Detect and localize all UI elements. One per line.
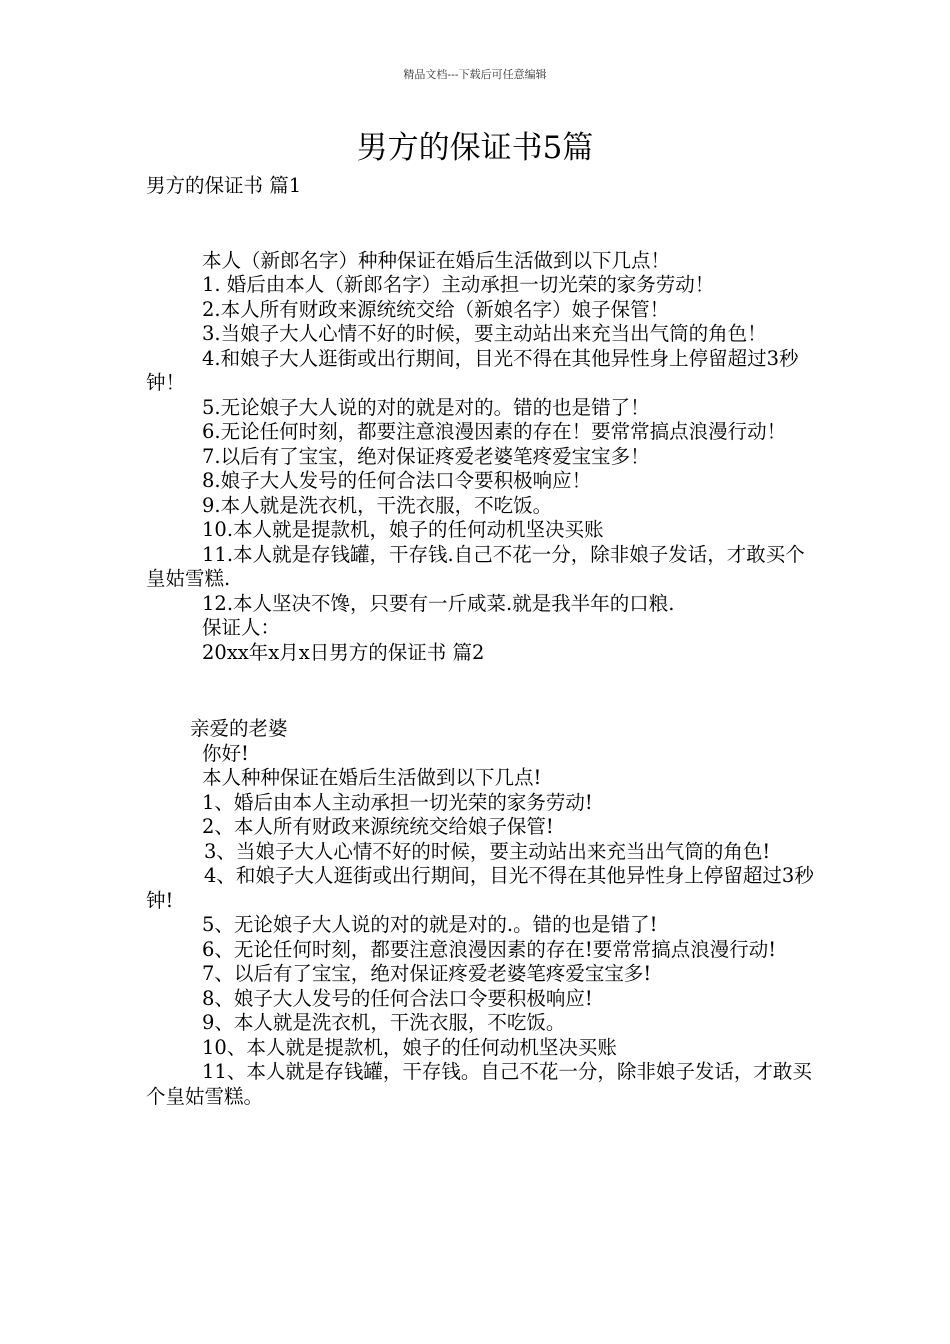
section-2-item: 8、娘子大人发号的任何合法口令要积极响应! — [202, 986, 593, 1010]
page-header: 精品文档---下载后可任意编辑 — [403, 68, 547, 81]
section-2-item: 1、婚后由本人主动承担一切光荣的家务劳动! — [202, 790, 593, 814]
section-2-item: 5、无论娘子大人说的对的就是对的.。错的也是错了! — [202, 913, 658, 936]
section-1-item: 11.本人就是存钱罐，干存钱.自己不花一分，除非娘子发话，才敢买个皇姑雪糕. — [146, 542, 805, 590]
guarantor-label: 保证人： — [202, 616, 281, 639]
salutation: 亲爱的老婆 — [190, 717, 288, 740]
section-1-item: 7.以后有了宝宝，绝对保证疼爱老婆笔疼爱宝宝多！ — [202, 444, 650, 468]
section-2-item: 6、无论任何时刻，都要注意浪漫因素的存在!要常常搞点浪漫行动! — [202, 937, 777, 961]
section-1-item: 4.和娘子大人逛街或出行期间，目光不得在其他异性身上停留超过3秒钟！ — [146, 346, 799, 394]
section-1-item: 1. 婚后由本人（新郎名字）主动承担一切光荣的家务劳动！ — [202, 273, 715, 296]
section-2-intro: 本人种种保证在婚后生活做到以下几点! — [202, 766, 542, 789]
section-1-item: 8.娘子大人发号的任何合法口令要积极响应！ — [202, 469, 592, 492]
section-1-item: 5.无论娘子大人说的对的就是对的。错的也是错了！ — [202, 395, 650, 419]
section-1-item: 9.本人就是洗衣机，干洗衣服，不吃饭。 — [202, 493, 553, 517]
document-title: 男方的保证书5篇 — [356, 130, 594, 166]
section-2-item: 4、和娘子大人逛街或出行期间，目光不得在其他异性身上停留超过3秒钟! — [146, 864, 814, 912]
greeting: 你好! — [202, 741, 249, 765]
section-1-item: 12.本人坚决不馋，只要有一斤咸菜.就是我半年的口粮. — [202, 591, 675, 615]
document-body — [146, 174, 814, 1109]
section-2-item: 9、本人就是洗衣机，干洗衣服，不吃饭。 — [202, 1011, 566, 1034]
date-and-section-2-heading: 20xx年x月x日男方的保证书 篇2 — [202, 640, 485, 664]
section-1-item: 10.本人就是提款机，娘子的任何动机坚决买账 — [202, 518, 604, 541]
section-1-heading: 男方的保证书 篇1 — [146, 174, 302, 197]
section-2-item: 11、本人就是存钱罐，干存钱。自己不花一分，除非娘子发话，才敢买个皇姑雪糕。 — [146, 1060, 812, 1108]
section-1-item: 2.本人所有财政来源统统交给（新娘名字）娘子保管！ — [202, 297, 670, 321]
section-1-item: 3.当娘子大人心情不好的时候，要主动站出来充当出气筒的角色！ — [202, 322, 767, 345]
section-2-item: 10、本人就是提款机，娘子的任何动机坚决买账 — [202, 1035, 617, 1059]
section-2-item: 2、本人所有财政来源统统交给娘子保管! — [202, 815, 554, 838]
section-1-intro: 本人（新郎名字）种种保证在婚后生活做到以下几点！ — [202, 248, 671, 272]
section-1-item: 6.无论任何时刻，都要注意浪漫因素的存在！要常常搞点浪漫行动！ — [202, 420, 787, 443]
section-2-item: 7、以后有了宝宝，绝对保证疼爱老婆笔疼爱宝宝多! — [202, 962, 652, 985]
section-2-item: 3、当娘子大人心情不好的时候，要主动站出来充当出气筒的角色! — [204, 839, 771, 863]
